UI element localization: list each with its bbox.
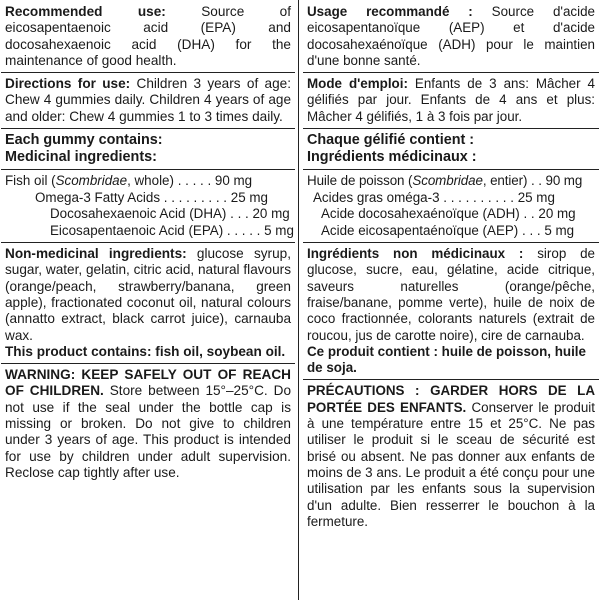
warning-label: WARNING: KEEP SAFELY OUT OF REACH OF CHILDREN.: [5, 367, 291, 399]
recommended-use: [5, 4, 291, 69]
ingredient-amount: 90 mg: [545, 173, 583, 189]
ingredient-name: Eicosapentaenoic Acid (EPA): [50, 222, 224, 238]
allergen-statement-fr: Ce produit contient : huile de poisson, huile de soja.: [307, 343, 586, 376]
directions-label: Directions for use:: [5, 76, 131, 92]
warning-text: Store between 15°–25°C. Do not use if the seal under the bottle cap is missing or broken. Do not give to children under 3 years of age. This product is intended for use by children under adult supervision. Reclose cap tightly after use.: [5, 383, 291, 480]
ingredient-list-fr: [307, 173, 595, 239]
ingredient-row: [307, 206, 595, 223]
divider: [1, 169, 295, 170]
leader-dots: . . . . . . . . . .: [443, 189, 514, 205]
divider: [303, 379, 599, 380]
ingredient-species: Scombridae: [55, 173, 128, 189]
medicinal-heading: Medicinal ingredients:: [5, 149, 157, 166]
ingredient-name: Acide docosahexaénoïque (ADH): [321, 206, 520, 222]
ingredient-amount: 90 mg: [214, 173, 253, 189]
directions: [5, 76, 291, 125]
directions-text: Children 3 years of age: Chew 4 gummies daily. Children 4 years of age and older: Chew 4 gummies 1 to 3 times daily.: [5, 76, 291, 124]
non-medicinal-fr: [307, 246, 595, 344]
divider: [303, 128, 599, 129]
ingredient-name-end: , whole): [127, 173, 174, 189]
column-divider: [298, 0, 299, 600]
recommended-use-text: Source of eicosapentaenoic acid (EPA) and docosahexaenoic acid (DHA) for the maintenance of good health.: [5, 4, 291, 68]
divider: [1, 242, 295, 243]
usage-recommande: [307, 4, 595, 69]
precautions: [307, 383, 595, 530]
ingredient-name: Acides gras oméga-3: [313, 189, 440, 205]
leader-dots: . . . . .: [177, 173, 212, 189]
divider: [303, 72, 599, 73]
ingredient-name: Omega-3 Fatty Acids: [35, 189, 161, 205]
divider: [1, 128, 295, 129]
recommended-use-label: Recommended use:: [5, 4, 166, 19]
ingredient-amount: 25 mg: [517, 189, 555, 205]
ingredient-species: Scombridae: [412, 173, 483, 189]
leader-dots: . . . . .: [226, 222, 261, 238]
ingredient-amount: 25 mg: [230, 189, 268, 205]
leader-dots: . . .: [230, 206, 249, 222]
each-gummy-heading: Each gummy contains:: [5, 132, 163, 149]
ingredient-row: [307, 173, 595, 190]
allergen-statement: This product contains: fish oil, soybean oil.: [5, 343, 286, 359]
ingredient-row: [5, 173, 291, 190]
ingredient-name: Huile de poisson (: [307, 173, 413, 189]
non-medicinal: [5, 246, 291, 344]
divider: [1, 363, 295, 364]
ingredient-row: [307, 223, 595, 240]
ingredient-row: [5, 222, 294, 240]
non-medicinal-text: glucose syrup, sugar, water, gelatin, citric acid, natural flavours (orange/peach, strawberry/banana, green apple), fractionated coconut oil, natural colours (annatto extract, black carrot juice), carnauba wax.: [5, 246, 291, 343]
non-medicinal-label: Ingrédients non médicinaux :: [307, 246, 524, 262]
precautions-text: Conserver le produit à une température entre 15 et 25°C. Ne pas utiliser le produit si le sceau de sécurité est brisé ou absent. Ne pas donner aux enfants de moins de 3 ans. Le produit a été conçu pour une utilisation par les enfants sous la supervision d'un adulte. Bien resserrer le bouchon à la fermeture.: [307, 399, 596, 529]
non-medicinal-text: sirop de glucose, sucre, eau, gélatine, acide citrique, saveurs naturelles (orange/pêche, fraise/banane, pomme verte), huile de noix de coco fractionnée, colorants naturels (extrait de roucou, jus de carotte noire), cire de carnauba.: [307, 246, 595, 343]
ingredient-row: [307, 190, 595, 207]
medicinal-heading-fr: Ingrédients médicinaux :: [307, 149, 477, 166]
ingredient-name: Acide eicosapentaénoïque (AEP): [321, 222, 519, 238]
ingredient-amount: 5 mg: [264, 222, 294, 238]
leader-dots: . .: [530, 173, 542, 189]
divider: [303, 169, 599, 170]
warning: [5, 367, 291, 481]
precautions-label: PRÉCAUTIONS : GARDER HORS DE LA PORTÉE DES ENFANTS.: [307, 383, 595, 415]
ingredient-name-end: , entier): [482, 173, 528, 189]
non-medicinal-label: Non-medicinal ingredients:: [5, 246, 187, 262]
ingredient-row: [5, 190, 291, 207]
ingredient-amount: 20 mg: [538, 206, 576, 222]
ingredient-amount: 20 mg: [252, 206, 290, 222]
french-column: [307, 4, 595, 530]
ingredient-amount: 5 mg: [544, 222, 575, 238]
usage-label: Usage recommandé :: [307, 4, 473, 19]
divider: [303, 242, 599, 243]
ingredient-name: Docosahexaenoic Acid (DHA): [50, 206, 227, 222]
mode-text: Enfants de 3 ans: Mâcher 4 gélifiés par jour. Enfants de 4 ans et plus: Mâcher 4 gélifiés, 1 à 3 fois par jour.: [307, 76, 595, 124]
divider: [1, 72, 295, 73]
ingredient-list: [5, 173, 294, 239]
leader-dots: . . . . . . . . .: [163, 189, 228, 205]
each-gummy-heading-fr: Chaque gélifié contient :: [307, 132, 475, 149]
leader-dots: . . .: [522, 222, 541, 238]
mode-label: Mode d'emploi:: [307, 76, 408, 92]
leader-dots: . .: [523, 206, 535, 222]
mode-emploi: [307, 76, 595, 125]
usage-text: Source d'acide eicosapentanoïque (AEP) et d'acide docosahexaénoïque (ADH) pour le maintien d'une bonne santé.: [307, 4, 595, 68]
ingredient-row: [5, 206, 291, 223]
ingredient-name: Fish oil (: [5, 173, 56, 189]
english-column: [5, 4, 294, 481]
